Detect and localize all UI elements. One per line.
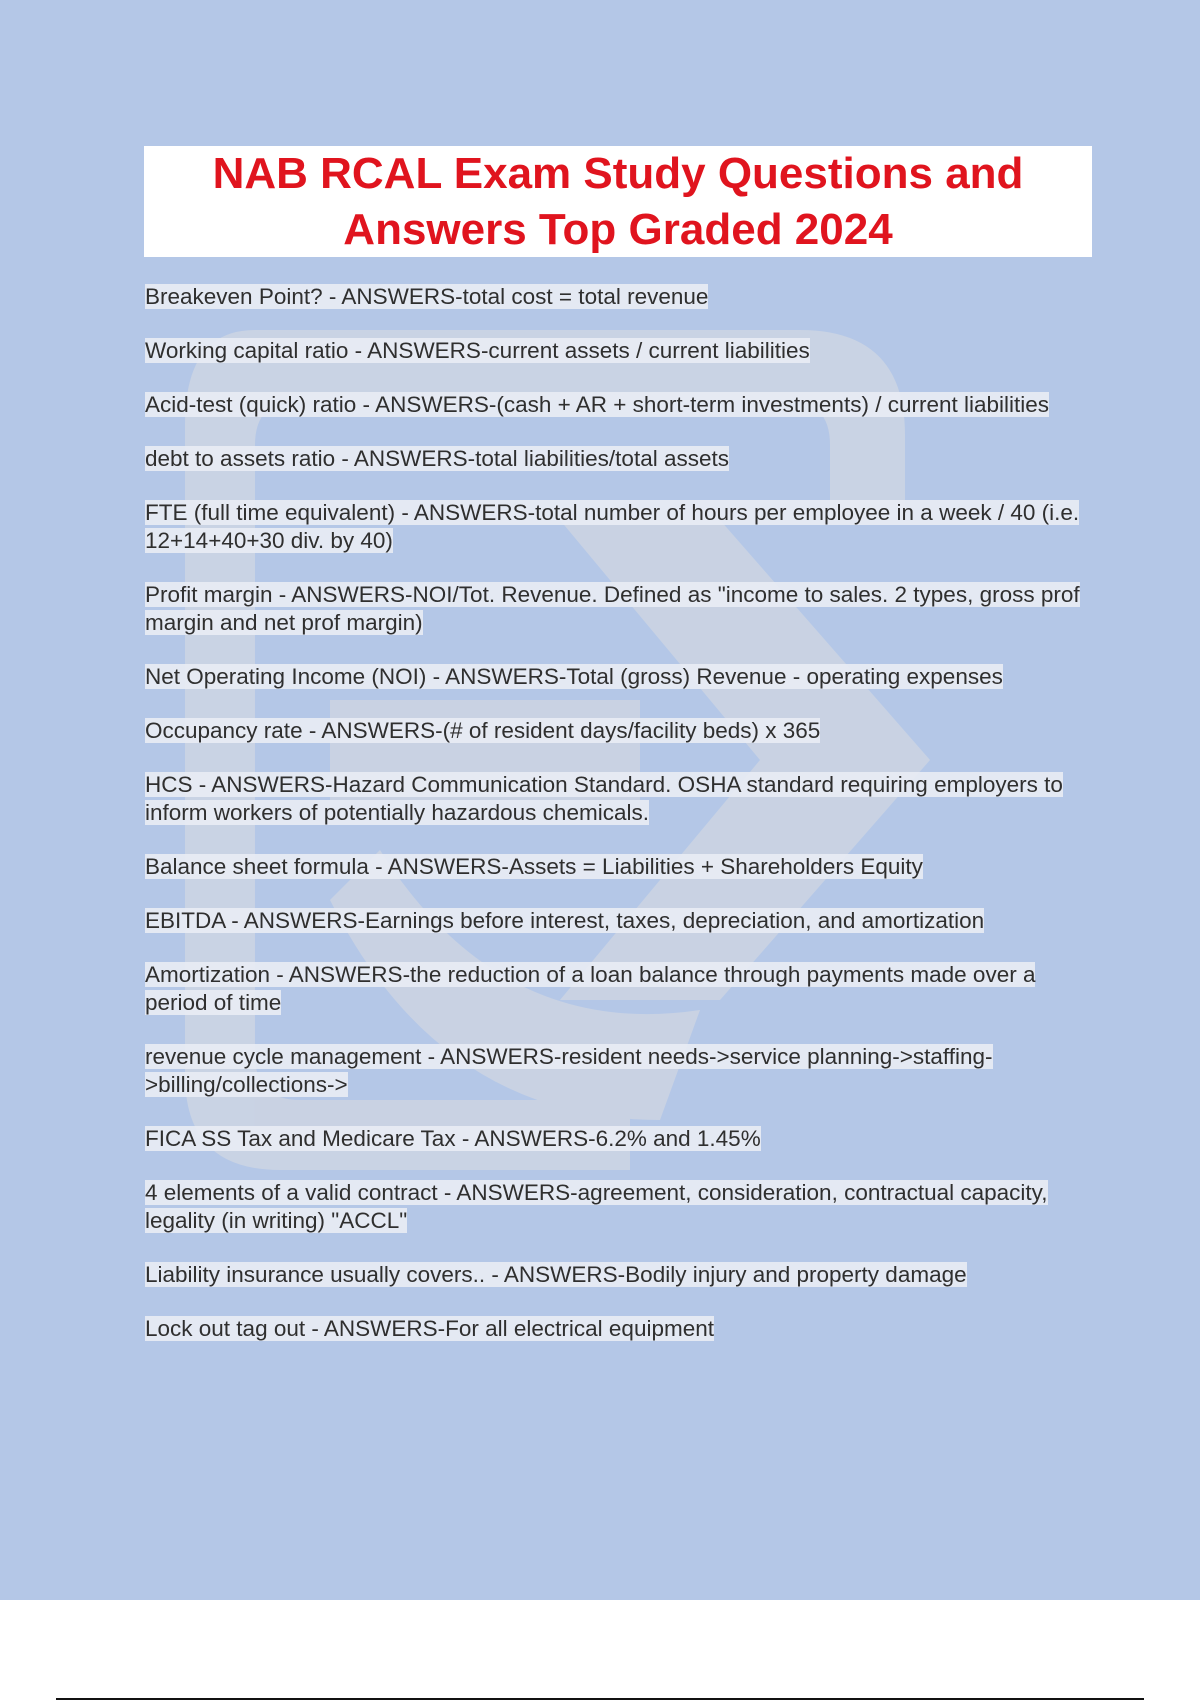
qa-text: Amortization - ANSWERS-the reduction of a loan balance through payments made over a period of time xyxy=(145,962,1036,1015)
qa-text: Net Operating Income (NOI) - ANSWERS-Total (gross) Revenue - operating expenses xyxy=(145,664,1003,689)
title-box xyxy=(144,146,1092,257)
qa-item xyxy=(145,445,1090,473)
qa-text: HCS - ANSWERS-Hazard Communication Standard. OSHA standard requiring employers to inform workers of potentially hazardous chemicals. xyxy=(145,772,1063,825)
qa-text: revenue cycle management - ANSWERS-resident needs->service planning->staffing->billing/collections-> xyxy=(145,1044,993,1097)
qa-item xyxy=(145,907,1090,935)
qa-text: FTE (full time equivalent) - ANSWERS-total number of hours per employee in a week / 40 (i.e. 12+14+40+30 div. by 40) xyxy=(145,500,1080,553)
qa-item xyxy=(145,771,1090,827)
qa-item xyxy=(145,1261,1090,1289)
qa-item xyxy=(145,283,1090,311)
qa-item xyxy=(145,717,1090,745)
qa-text: Acid-test (quick) ratio - ANSWERS-(cash + AR + short-term investments) / current liabilities xyxy=(145,392,1050,417)
qa-item xyxy=(145,1043,1090,1099)
qa-item xyxy=(145,1179,1090,1235)
qa-text: Working capital ratio - ANSWERS-current assets / current liabilities xyxy=(145,338,810,363)
qa-item xyxy=(145,581,1090,637)
qa-item xyxy=(145,337,1090,365)
document-title: NAB RCAL Exam Study Questions and Answers Top Graded 2024 xyxy=(212,148,1024,254)
qa-text: FICA SS Tax and Medicare Tax - ANSWERS-6.2% and 1.45% xyxy=(145,1126,761,1151)
qa-text: EBITDA - ANSWERS-Earnings before interest, taxes, depreciation, and amortization xyxy=(145,908,985,933)
qa-text: 4 elements of a valid contract - ANSWERS-agreement, consideration, contractual capacity, legality (in writing) "ACCL" xyxy=(145,1180,1048,1233)
qa-item xyxy=(145,663,1090,691)
qa-list xyxy=(145,283,1090,1369)
qa-text: Lock out tag out - ANSWERS-For all electrical equipment xyxy=(145,1316,714,1341)
qa-item xyxy=(145,499,1090,555)
qa-text: Profit margin - ANSWERS-NOI/Tot. Revenue. Defined as "income to sales. 2 types, gross prof margin and net prof margin) xyxy=(145,582,1080,635)
qa-text: debt to assets ratio - ANSWERS-total liabilities/total assets xyxy=(145,446,729,471)
qa-text: Liability insurance usually covers.. - ANSWERS-Bodily injury and property damage xyxy=(145,1262,967,1287)
qa-text: Breakeven Point? - ANSWERS-total cost = total revenue xyxy=(145,284,709,309)
qa-item xyxy=(145,1315,1090,1343)
qa-text: Balance sheet formula - ANSWERS-Assets = Liabilities + Shareholders Equity xyxy=(145,854,923,879)
qa-item xyxy=(145,961,1090,1017)
qa-item xyxy=(145,1125,1090,1153)
qa-text: Occupancy rate - ANSWERS-(# of resident days/facility beds) x 365 xyxy=(145,718,821,743)
qa-item xyxy=(145,853,1090,881)
qa-item xyxy=(145,391,1090,419)
